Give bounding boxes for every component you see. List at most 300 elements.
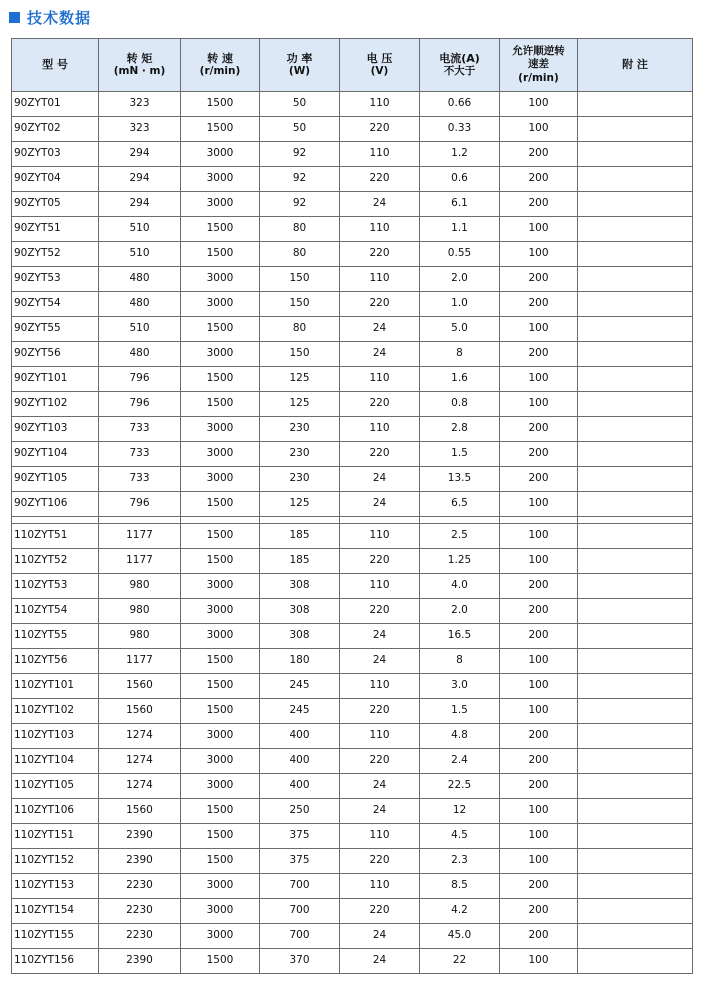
table-row	[12, 392, 693, 417]
value-cell	[578, 442, 693, 467]
value-cell: 200	[500, 749, 578, 774]
value-cell: 400	[260, 774, 340, 799]
table-row	[12, 524, 693, 549]
value-cell: 200	[500, 924, 578, 949]
value-cell: 125	[260, 367, 340, 392]
value-cell: 1500	[181, 92, 260, 117]
value-cell: 200	[500, 624, 578, 649]
value-cell: 796	[99, 367, 181, 392]
model-cell: 110ZYT51	[12, 524, 99, 549]
value-cell: 3000	[181, 467, 260, 492]
value-cell: 22.5	[420, 774, 500, 799]
value-cell	[578, 317, 693, 342]
value-cell: 1177	[99, 549, 181, 574]
value-cell: 1500	[181, 949, 260, 974]
value-cell: 733	[99, 467, 181, 492]
value-cell: 100	[500, 367, 578, 392]
value-cell: 308	[260, 599, 340, 624]
value-cell: 100	[500, 317, 578, 342]
column-header-unit: 不大于	[443, 65, 476, 78]
value-cell: 308	[260, 574, 340, 599]
value-cell: 3000	[181, 749, 260, 774]
value-cell: 6.1	[420, 192, 500, 217]
value-cell: 220	[340, 599, 420, 624]
table-row	[12, 674, 693, 699]
table-row	[12, 492, 693, 517]
value-cell: 3000	[181, 574, 260, 599]
value-cell	[578, 599, 693, 624]
value-cell: 1560	[99, 674, 181, 699]
separator-cell	[99, 517, 181, 524]
table-row	[12, 724, 693, 749]
value-cell: 3.0	[420, 674, 500, 699]
value-cell: 3000	[181, 924, 260, 949]
header-row	[12, 39, 693, 92]
value-cell: 100	[500, 217, 578, 242]
value-cell: 510	[99, 317, 181, 342]
value-cell: 220	[340, 549, 420, 574]
value-cell: 480	[99, 267, 181, 292]
table-row	[12, 242, 693, 267]
value-cell: 180	[260, 649, 340, 674]
value-cell: 100	[500, 849, 578, 874]
value-cell: 3000	[181, 874, 260, 899]
table-row	[12, 142, 693, 167]
value-cell: 100	[500, 674, 578, 699]
model-cell: 90ZYT51	[12, 217, 99, 242]
model-cell: 90ZYT54	[12, 292, 99, 317]
table-row	[12, 799, 693, 824]
value-cell: 92	[260, 167, 340, 192]
value-cell: 110	[340, 417, 420, 442]
table-row	[12, 624, 693, 649]
table-row	[12, 192, 693, 217]
value-cell: 1500	[181, 649, 260, 674]
table-row	[12, 442, 693, 467]
value-cell: 0.8	[420, 392, 500, 417]
value-cell: 6.5	[420, 492, 500, 517]
value-cell: 220	[340, 699, 420, 724]
value-cell: 1.5	[420, 699, 500, 724]
value-cell	[578, 724, 693, 749]
value-cell: 24	[340, 924, 420, 949]
value-cell: 24	[340, 949, 420, 974]
model-cell: 90ZYT05	[12, 192, 99, 217]
table-row	[12, 749, 693, 774]
value-cell: 220	[340, 167, 420, 192]
value-cell: 100	[500, 242, 578, 267]
value-cell: 110	[340, 874, 420, 899]
value-cell: 200	[500, 599, 578, 624]
value-cell: 185	[260, 524, 340, 549]
value-cell: 12	[420, 799, 500, 824]
value-cell	[578, 649, 693, 674]
value-cell: 16.5	[420, 624, 500, 649]
value-cell: 200	[500, 442, 578, 467]
table-row	[12, 649, 693, 674]
model-cell: 110ZYT56	[12, 649, 99, 674]
value-cell: 2.8	[420, 417, 500, 442]
value-cell	[578, 167, 693, 192]
separator-cell	[578, 517, 693, 524]
column-header-label: 电 压	[366, 51, 393, 65]
value-cell: 100	[500, 524, 578, 549]
model-cell: 110ZYT105	[12, 774, 99, 799]
column-header	[420, 39, 500, 92]
value-cell: 110	[340, 574, 420, 599]
value-cell: 700	[260, 874, 340, 899]
table-row	[12, 92, 693, 117]
value-cell: 1500	[181, 824, 260, 849]
value-cell: 1500	[181, 317, 260, 342]
table-row	[12, 849, 693, 874]
model-cell: 90ZYT104	[12, 442, 99, 467]
value-cell: 3000	[181, 899, 260, 924]
value-cell: 24	[340, 192, 420, 217]
column-header-label: 允许顺逆转速差	[512, 45, 565, 71]
value-cell	[578, 192, 693, 217]
value-cell: 980	[99, 574, 181, 599]
column-header-unit: (r/min)	[518, 71, 559, 84]
value-cell: 200	[500, 874, 578, 899]
value-cell: 1500	[181, 117, 260, 142]
value-cell: 220	[340, 392, 420, 417]
separator-cell	[420, 517, 500, 524]
value-cell: 3000	[181, 417, 260, 442]
value-cell: 92	[260, 192, 340, 217]
value-cell	[578, 267, 693, 292]
value-cell: 700	[260, 899, 340, 924]
table-row	[12, 267, 693, 292]
value-cell	[578, 417, 693, 442]
column-header	[99, 39, 181, 92]
value-cell: 2.4	[420, 749, 500, 774]
value-cell: 200	[500, 192, 578, 217]
model-cell: 90ZYT55	[12, 317, 99, 342]
value-cell: 80	[260, 242, 340, 267]
table-row	[12, 949, 693, 974]
value-cell: 2390	[99, 824, 181, 849]
value-cell: 110	[340, 367, 420, 392]
table-row	[12, 342, 693, 367]
value-cell: 1500	[181, 242, 260, 267]
column-header	[500, 39, 578, 92]
value-cell: 100	[500, 549, 578, 574]
model-cell: 90ZYT102	[12, 392, 99, 417]
value-cell: 1.6	[420, 367, 500, 392]
value-cell	[578, 574, 693, 599]
value-cell: 80	[260, 217, 340, 242]
value-cell: 200	[500, 342, 578, 367]
column-header-label: 转 速	[207, 51, 233, 65]
value-cell: 100	[500, 92, 578, 117]
value-cell: 220	[340, 749, 420, 774]
value-cell: 220	[340, 292, 420, 317]
value-cell: 24	[340, 342, 420, 367]
section-title-text: 技术数据	[27, 8, 92, 27]
value-cell: 230	[260, 442, 340, 467]
value-cell: 110	[340, 267, 420, 292]
separator-cell	[340, 517, 420, 524]
value-cell: 110	[340, 824, 420, 849]
model-cell: 90ZYT101	[12, 367, 99, 392]
value-cell: 733	[99, 442, 181, 467]
value-cell: 510	[99, 217, 181, 242]
value-cell: 1.1	[420, 217, 500, 242]
model-cell: 110ZYT54	[12, 599, 99, 624]
value-cell: 1500	[181, 524, 260, 549]
model-cell: 110ZYT154	[12, 899, 99, 924]
value-cell: 220	[340, 442, 420, 467]
column-header-unit: (r/min)	[199, 65, 241, 78]
value-cell	[578, 749, 693, 774]
value-cell: 200	[500, 774, 578, 799]
value-cell: 1500	[181, 549, 260, 574]
value-cell: 230	[260, 467, 340, 492]
value-cell: 250	[260, 799, 340, 824]
value-cell: 200	[500, 467, 578, 492]
value-cell: 480	[99, 342, 181, 367]
value-cell: 24	[340, 624, 420, 649]
value-cell: 370	[260, 949, 340, 974]
value-cell: 3000	[181, 599, 260, 624]
value-cell: 3000	[181, 267, 260, 292]
value-cell: 185	[260, 549, 340, 574]
value-cell: 3000	[181, 142, 260, 167]
value-cell: 150	[260, 292, 340, 317]
value-cell: 245	[260, 699, 340, 724]
table-header	[12, 39, 693, 92]
value-cell	[578, 699, 693, 724]
model-cell: 110ZYT103	[12, 724, 99, 749]
value-cell: 200	[500, 417, 578, 442]
value-cell	[578, 467, 693, 492]
value-cell: 2390	[99, 849, 181, 874]
value-cell	[578, 824, 693, 849]
table-row	[12, 899, 693, 924]
table-row	[12, 874, 693, 899]
value-cell: 92	[260, 142, 340, 167]
value-cell: 100	[500, 392, 578, 417]
column-header-label: 电流(A)	[439, 51, 480, 65]
value-cell: 110	[340, 674, 420, 699]
value-cell	[578, 899, 693, 924]
value-cell: 2390	[99, 949, 181, 974]
value-cell: 110	[340, 217, 420, 242]
value-cell: 1500	[181, 492, 260, 517]
value-cell: 480	[99, 292, 181, 317]
value-cell: 1500	[181, 674, 260, 699]
title-square-icon	[9, 12, 20, 23]
value-cell: 796	[99, 392, 181, 417]
value-cell: 1274	[99, 774, 181, 799]
value-cell: 150	[260, 267, 340, 292]
value-cell: 323	[99, 92, 181, 117]
value-cell: 100	[500, 699, 578, 724]
model-cell: 90ZYT56	[12, 342, 99, 367]
value-cell: 733	[99, 417, 181, 442]
value-cell: 200	[500, 142, 578, 167]
column-header-unit: (W)	[288, 65, 311, 78]
value-cell	[578, 624, 693, 649]
value-cell: 308	[260, 624, 340, 649]
model-cell: 110ZYT156	[12, 949, 99, 974]
value-cell: 220	[340, 849, 420, 874]
value-cell: 80	[260, 317, 340, 342]
value-cell: 24	[340, 774, 420, 799]
column-header-label: 转 矩	[126, 51, 153, 65]
value-cell: 24	[340, 799, 420, 824]
value-cell: 1500	[181, 699, 260, 724]
model-cell: 90ZYT03	[12, 142, 99, 167]
model-cell: 110ZYT155	[12, 924, 99, 949]
model-cell: 110ZYT106	[12, 799, 99, 824]
value-cell: 200	[500, 574, 578, 599]
value-cell: 0.6	[420, 167, 500, 192]
value-cell: 4.5	[420, 824, 500, 849]
value-cell: 2230	[99, 874, 181, 899]
value-cell: 220	[340, 899, 420, 924]
model-cell: 110ZYT104	[12, 749, 99, 774]
value-cell: 22	[420, 949, 500, 974]
column-header-label: 附 注	[622, 58, 648, 72]
value-cell: 2230	[99, 924, 181, 949]
value-cell: 294	[99, 142, 181, 167]
value-cell: 1.5	[420, 442, 500, 467]
value-cell: 1500	[181, 217, 260, 242]
model-cell: 110ZYT55	[12, 624, 99, 649]
table-row	[12, 367, 693, 392]
value-cell: 2.5	[420, 524, 500, 549]
value-cell: 0.33	[420, 117, 500, 142]
table-row	[12, 417, 693, 442]
value-cell: 980	[99, 599, 181, 624]
value-cell: 1500	[181, 799, 260, 824]
value-cell: 110	[340, 724, 420, 749]
table-row	[12, 292, 693, 317]
value-cell: 4.2	[420, 899, 500, 924]
value-cell: 1.2	[420, 142, 500, 167]
value-cell	[578, 492, 693, 517]
table-row	[12, 117, 693, 142]
value-cell: 0.55	[420, 242, 500, 267]
value-cell: 323	[99, 117, 181, 142]
model-cell: 110ZYT102	[12, 699, 99, 724]
value-cell: 1560	[99, 699, 181, 724]
value-cell	[578, 949, 693, 974]
value-cell: 1177	[99, 524, 181, 549]
value-cell: 1.0	[420, 292, 500, 317]
table-row	[12, 924, 693, 949]
table-row	[12, 599, 693, 624]
value-cell: 125	[260, 392, 340, 417]
value-cell: 4.0	[420, 574, 500, 599]
value-cell: 100	[500, 949, 578, 974]
value-cell: 1500	[181, 849, 260, 874]
separator-cell	[181, 517, 260, 524]
value-cell: 45.0	[420, 924, 500, 949]
column-header	[12, 39, 99, 92]
value-cell: 200	[500, 899, 578, 924]
value-cell: 100	[500, 824, 578, 849]
model-cell: 110ZYT152	[12, 849, 99, 874]
model-cell: 110ZYT52	[12, 549, 99, 574]
value-cell: 1274	[99, 749, 181, 774]
table-row	[12, 824, 693, 849]
value-cell: 200	[500, 724, 578, 749]
value-cell	[578, 674, 693, 699]
value-cell: 24	[340, 492, 420, 517]
value-cell	[578, 117, 693, 142]
table-row	[12, 774, 693, 799]
model-cell: 90ZYT103	[12, 417, 99, 442]
value-cell: 980	[99, 624, 181, 649]
value-cell: 510	[99, 242, 181, 267]
value-cell	[578, 549, 693, 574]
value-cell	[578, 392, 693, 417]
table-row	[12, 167, 693, 192]
value-cell	[578, 774, 693, 799]
value-cell: 110	[340, 524, 420, 549]
value-cell: 50	[260, 92, 340, 117]
column-header	[340, 39, 420, 92]
separator-cell	[12, 517, 99, 524]
section-title	[9, 6, 91, 28]
table-row	[12, 467, 693, 492]
value-cell: 200	[500, 267, 578, 292]
value-cell: 200	[500, 292, 578, 317]
value-cell: 375	[260, 824, 340, 849]
value-cell: 3000	[181, 292, 260, 317]
column-header	[578, 39, 693, 92]
value-cell: 8	[420, 649, 500, 674]
model-cell: 110ZYT151	[12, 824, 99, 849]
value-cell: 375	[260, 849, 340, 874]
value-cell: 700	[260, 924, 340, 949]
value-cell: 230	[260, 417, 340, 442]
value-cell: 796	[99, 492, 181, 517]
table-body	[12, 92, 693, 974]
value-cell: 8.5	[420, 874, 500, 899]
value-cell: 24	[340, 317, 420, 342]
value-cell: 100	[500, 492, 578, 517]
model-cell: 90ZYT105	[12, 467, 99, 492]
value-cell: 1274	[99, 724, 181, 749]
value-cell: 2.0	[420, 599, 500, 624]
column-header	[181, 39, 260, 92]
table-row	[12, 549, 693, 574]
group-separator	[12, 517, 693, 524]
value-cell: 1560	[99, 799, 181, 824]
value-cell: 150	[260, 342, 340, 367]
value-cell: 2.0	[420, 267, 500, 292]
value-cell	[578, 849, 693, 874]
value-cell: 294	[99, 167, 181, 192]
value-cell: 1177	[99, 649, 181, 674]
column-header	[260, 39, 340, 92]
value-cell	[578, 924, 693, 949]
value-cell: 200	[500, 167, 578, 192]
table-row	[12, 217, 693, 242]
value-cell: 13.5	[420, 467, 500, 492]
value-cell	[578, 342, 693, 367]
value-cell	[578, 292, 693, 317]
value-cell: 125	[260, 492, 340, 517]
value-cell: 400	[260, 724, 340, 749]
value-cell: 220	[340, 242, 420, 267]
model-cell: 90ZYT01	[12, 92, 99, 117]
value-cell: 100	[500, 649, 578, 674]
